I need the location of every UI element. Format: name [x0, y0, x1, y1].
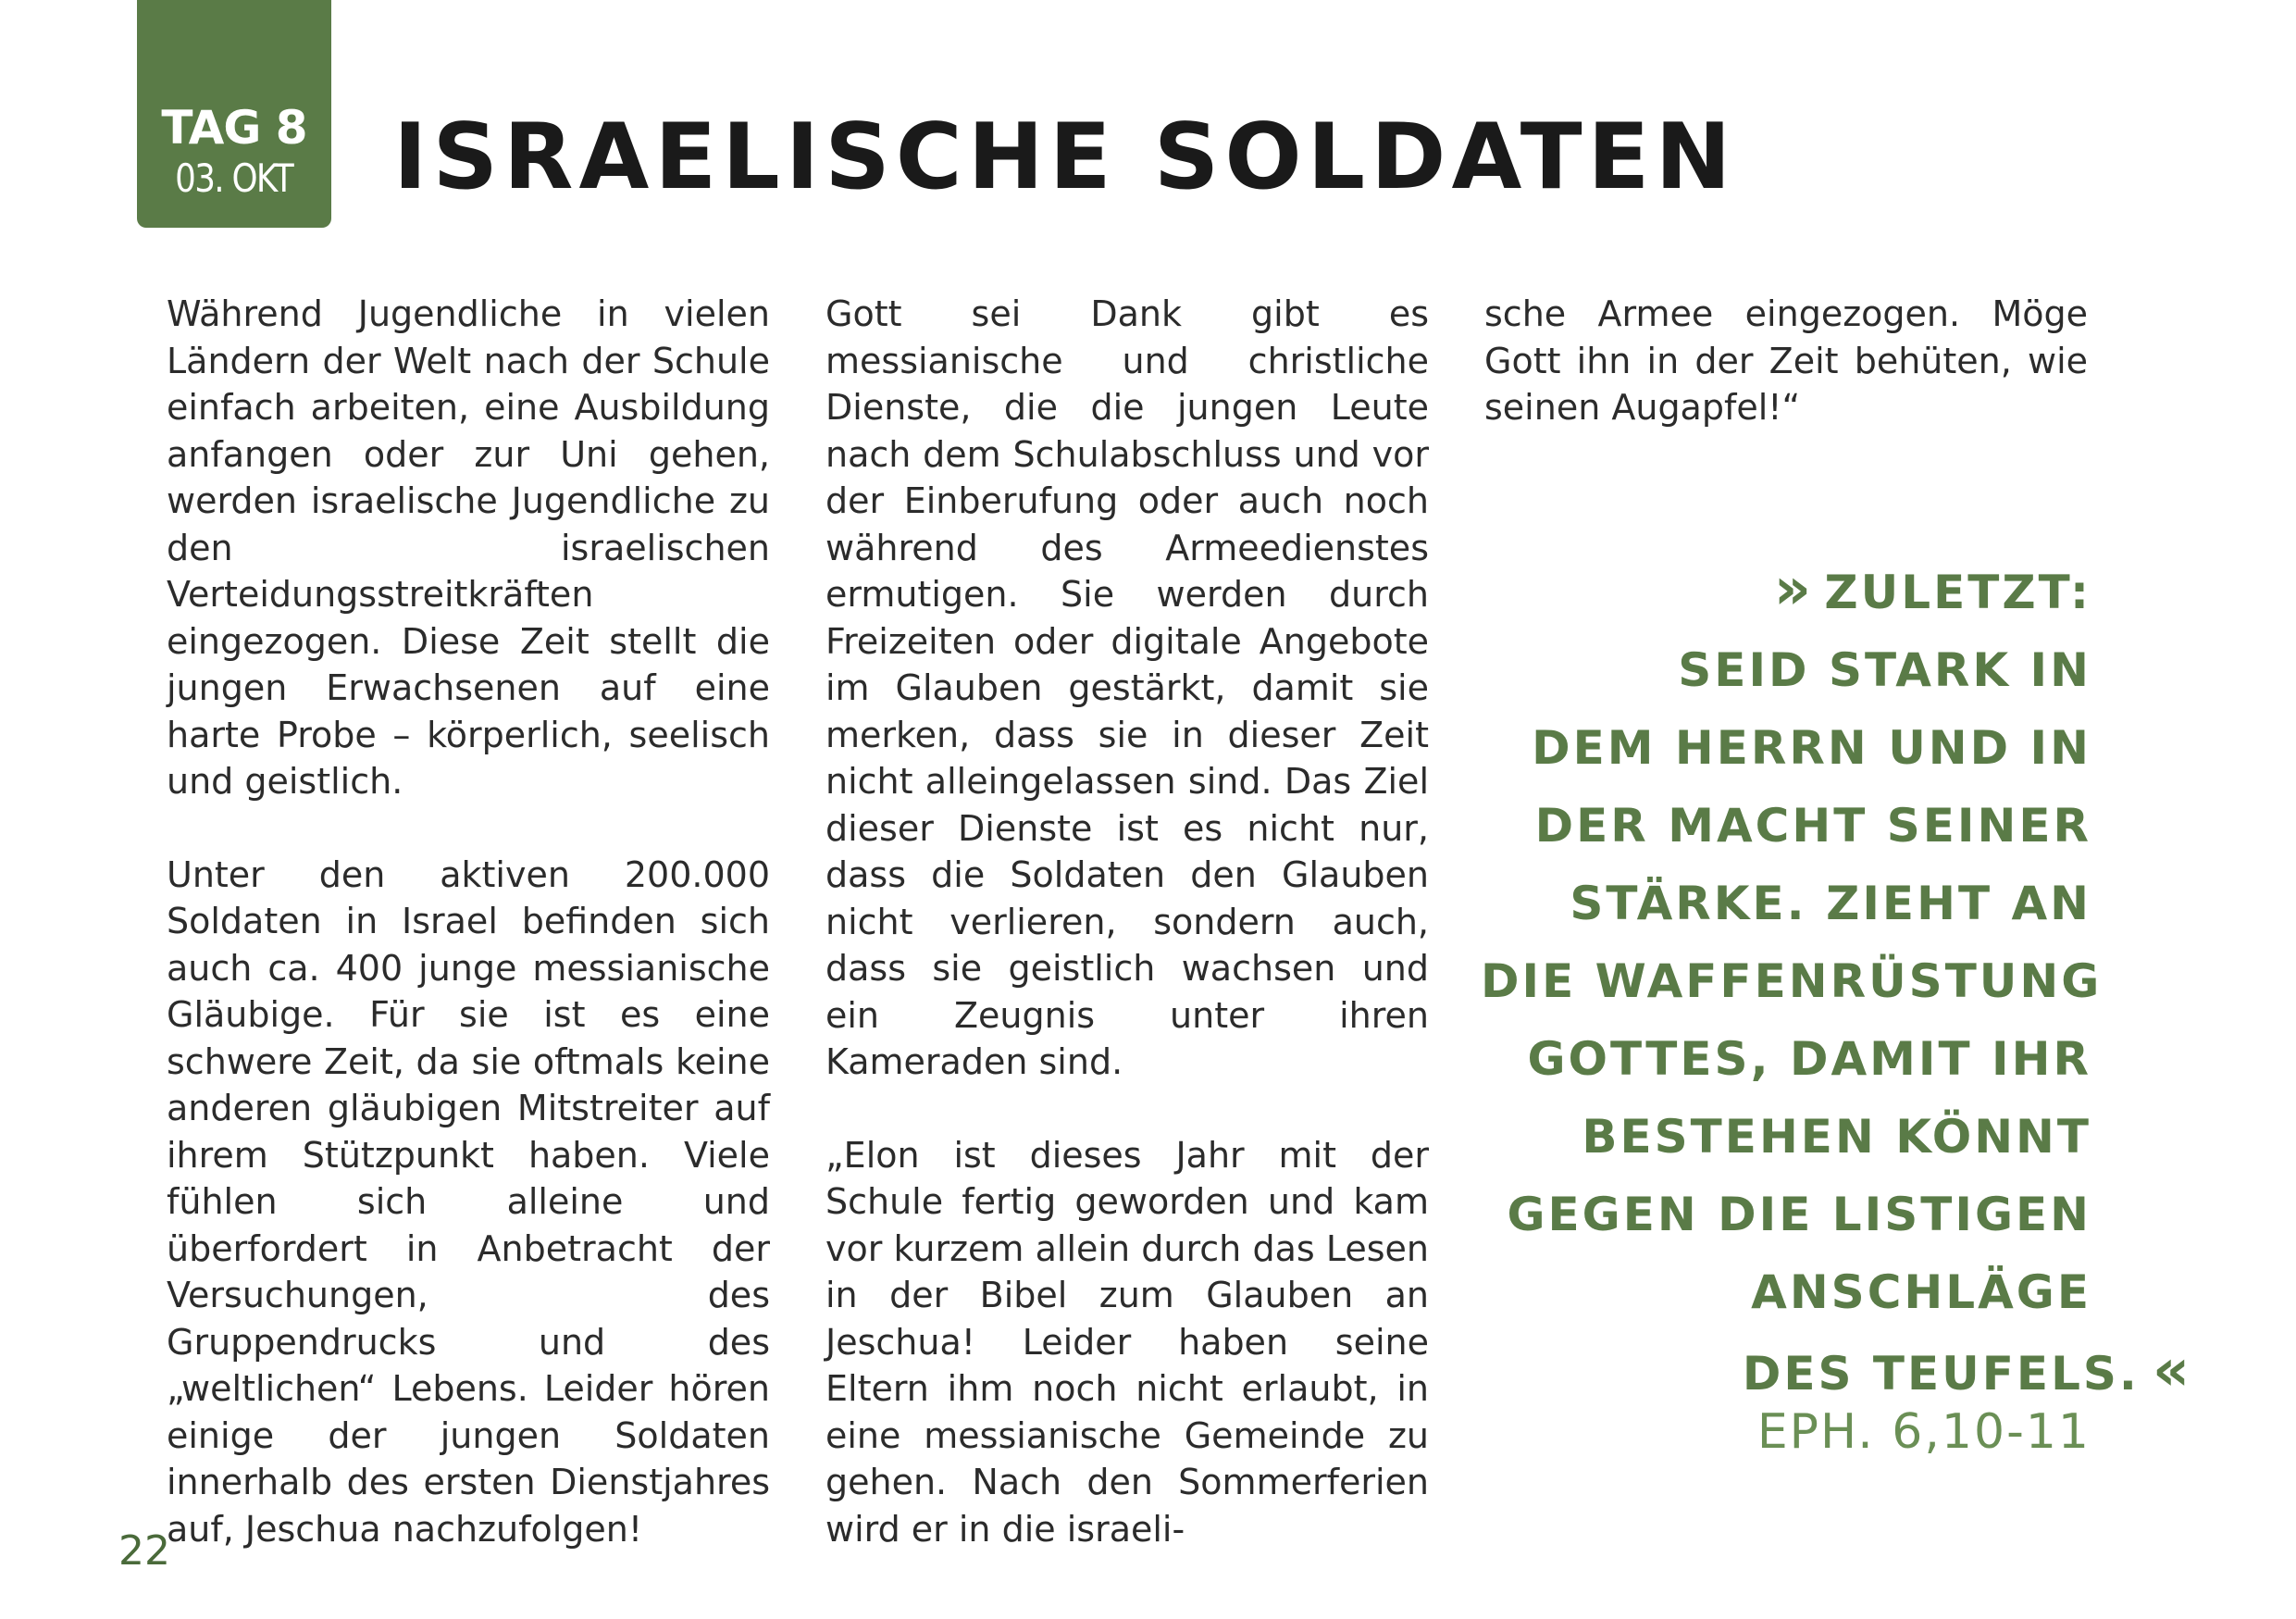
paragraph: sche Armee eingezogen. Möge Gott ihn in der Zeit behüten, wie seinen Augapfel!“ — [1484, 293, 2088, 428]
page-title: ISRAELISCHE SOLDATEN — [393, 105, 1737, 210]
paragraph: Während Jugendliche in vielen Ländern der Welt nach der Schule einfach arbeiten, eine Ausbildung anfangen oder zur Uni gehen, werden israelische Jugendliche zu den israelischen Verteidungsstreitkräften eingezogen. Diese Zeit stellt die jungen Erwachsenen auf eine harte Probe – körperlich, seelisch und geistlich. — [167, 293, 770, 802]
quote-line: BESTEHEN KÖNNT — [1582, 1110, 2091, 1164]
quote-line: GOTTES, DAMIT IHR — [1527, 1032, 2091, 1086]
paragraph: Gott sei Dank gibt es messianische und christliche Dienste, die die jungen Leute nach dem Schulabschluss und vor der Einberufung oder auch noch während des Armeedienstes ermutigen. Sie werden durch Freizeiten oder digitale Angebote im Glauben gestärkt, damit sie merken, dass sie in dieser Zeit nicht alleingelassen sind. Das Ziel dieser Dienste ist es nicht nur, dass die Soldaten den Glauben nicht verlieren, sondern auch, dass sie geistlich wachsen und ein Zeugnis unter ihren Kameraden sind. — [825, 293, 1429, 1082]
day-label: TAG 8 — [161, 101, 307, 155]
quote-line: » ZULETZT: — [1773, 554, 2091, 622]
bible-quote — [1481, 550, 2184, 1413]
text-column-1 — [167, 291, 770, 1552]
date-label: 03. OKT — [175, 156, 293, 201]
paragraph: Unter den aktiven 200.000 Soldaten in Israel befinden sich auch ca. 400 junge messianische Gläubige. Für sie ist es eine schwere Zeit, da sie oftmals keine anderen gläubigen Mitstreiter auf ihrem Stützpunkt haben. Viele fühlen sich alleine und überfordert in Anbetracht der Versuchungen, des Gruppendrucks und des „weltlichen“ Lebens. Leider hören einige der jungen Soldaten innerhalb des ersten Dienstjahres auf, Jeschua nachzufolgen! — [167, 853, 770, 1550]
quote-line: DEM HERRN UND IN — [1532, 721, 2091, 775]
quote-line: ANSCHLÄGE — [1751, 1265, 2091, 1319]
page-number: 22 — [118, 1527, 170, 1575]
paragraph: „Elon ist dieses Jahr mit der Schule fertig geworden und kam vor kurzem allein durch das Lesen in der Bibel zum Glauben an Jeschua! Leider haben seine Eltern ihm noch nicht erlaubt, in eine messianische Gemeinde zu gehen. Nach den Sommerferien wird er in die israeli- — [825, 1134, 1429, 1550]
quote-line: DIE WAFFENRÜSTUNG — [1481, 954, 2103, 1008]
quote-close-icon: « — [2152, 1336, 2184, 1403]
quote-line: STÄRKE. ZIEHT AN — [1570, 877, 2091, 930]
quote-reference: EPH. 6,10-11 — [1756, 1404, 2091, 1460]
quote-open-icon: » — [1773, 554, 1806, 622]
quote-line: SEID STARK IN — [1678, 643, 2091, 697]
text-column-2 — [825, 291, 1429, 1552]
quote-line: DER MACHT SEINER — [1534, 799, 2091, 853]
quote-line: GEGEN DIE LISTIGEN — [1507, 1188, 2091, 1241]
quote-line: DES TEUFELS. « — [1481, 1331, 2091, 1413]
text-column-3 — [1484, 291, 2088, 431]
day-badge — [137, 0, 331, 228]
